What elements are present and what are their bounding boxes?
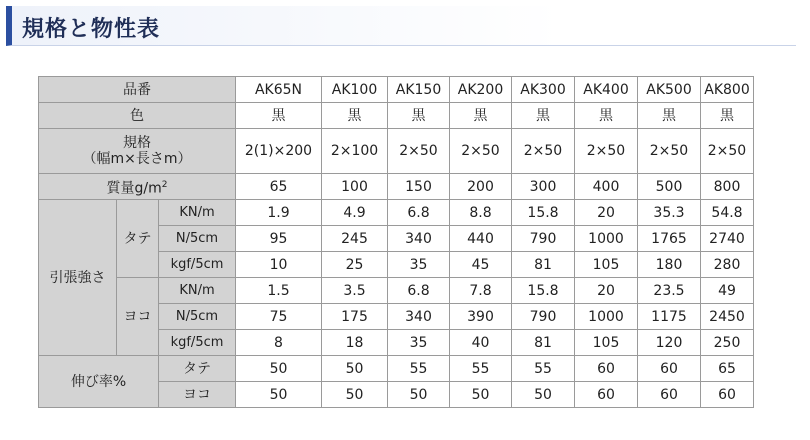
page-title: 規格と物性表 [22,17,161,42]
table-cell: 1765 [638,226,701,252]
table-cell: 23.5 [638,278,701,304]
table-cell: 黒 [638,103,701,129]
table-cell: 60 [701,382,754,408]
table-cell: 15.8 [512,278,575,304]
table-cell: 2×50 [575,129,638,174]
table-cell: 6.8 [388,200,450,226]
table-cell: 2(1)×200 [236,129,322,174]
table-cell: 2×50 [512,129,575,174]
product-name: AK200 [450,77,512,103]
table-cell: 8 [236,330,322,356]
mass-label: 質量g/m [106,180,162,197]
table-cell: 1175 [638,304,701,330]
table-cell: 35.3 [638,200,701,226]
table-cell: 黒 [512,103,575,129]
table-cell: 35 [388,330,450,356]
table-cell: 400 [575,174,638,200]
color-label: 色 [39,103,236,129]
table-cell: 7.8 [450,278,512,304]
elongation-label: 伸び率% [39,356,159,408]
table-cell: 245 [322,226,388,252]
table-cell: 100 [322,174,388,200]
table-cell: 790 [512,304,575,330]
table-cell: 340 [388,304,450,330]
table-cell: 2×100 [322,129,388,174]
header-row [39,77,754,103]
table-cell: 180 [638,252,701,278]
unit-label: kgf/5cm [159,252,236,278]
product-name: AK150 [388,77,450,103]
table-cell: 45 [450,252,512,278]
table-cell: 54.8 [701,200,754,226]
spec-row [39,129,754,174]
table-cell: 15.8 [512,200,575,226]
table-cell: 40 [450,330,512,356]
table-cell: 黒 [575,103,638,129]
table-cell: 20 [575,200,638,226]
table-cell: 500 [638,174,701,200]
table-cell: 黒 [236,103,322,129]
tensile-tate-label: タテ [117,200,159,278]
table-cell: 3.5 [322,278,388,304]
table-cell: 60 [638,356,701,382]
table-cell: 1000 [575,226,638,252]
unit-label: N/5cm [159,304,236,330]
table-cell: 790 [512,226,575,252]
table-cell: 60 [638,382,701,408]
table-cell: 300 [512,174,575,200]
table-cell: 2×50 [388,129,450,174]
table-cell: 60 [575,382,638,408]
mass-row [39,174,754,200]
table-cell: 81 [512,252,575,278]
table-cell: 49 [701,278,754,304]
product-name: AK100 [322,77,388,103]
product-name: AK800 [701,77,754,103]
tensile-yoko-label: ヨコ [117,278,159,356]
table-cell: 2×50 [450,129,512,174]
table-cell: 50 [388,382,450,408]
table-cell: 120 [638,330,701,356]
unit-label: kgf/5cm [159,330,236,356]
table-cell: 4.9 [322,200,388,226]
table-cell: 55 [512,356,575,382]
table-cell: 50 [322,356,388,382]
table-cell: 50 [450,382,512,408]
table-cell: 18 [322,330,388,356]
table-cell: 340 [388,226,450,252]
table-cell: 6.8 [388,278,450,304]
table-cell: 65 [701,356,754,382]
table-cell: 2×50 [701,129,754,174]
table-cell: 50 [236,356,322,382]
table-cell: 黒 [322,103,388,129]
table-cell: 150 [388,174,450,200]
table-cell: 2450 [701,304,754,330]
tensile-yoko-knm-row [39,278,754,304]
unit-label: KN/m [159,278,236,304]
table-cell: 1000 [575,304,638,330]
spec-sublabel: （幅m×長さm） [82,151,192,167]
table-cell: 黒 [701,103,754,129]
section-heading [6,6,796,46]
product-name: AK300 [512,77,575,103]
table-cell: 105 [575,330,638,356]
spec-label: 規格 [123,135,151,151]
table-cell: 25 [322,252,388,278]
tensile-tate-knm-row [39,200,754,226]
table-cell: 50 [236,382,322,408]
table-cell: 280 [701,252,754,278]
table-cell: 81 [512,330,575,356]
table-cell: 105 [575,252,638,278]
table-cell: 440 [450,226,512,252]
table-cell: 800 [701,174,754,200]
mass-exponent: 2 [161,179,168,190]
unit-label: N/5cm [159,226,236,252]
product-number-label: 品番 [39,77,236,103]
table-cell: 55 [388,356,450,382]
table-cell: 75 [236,304,322,330]
product-name: AK65N [236,77,322,103]
table-cell: 50 [322,382,388,408]
elongation-yoko-label: ヨコ [159,382,236,408]
product-name: AK500 [638,77,701,103]
elongation-tate-label: タテ [159,356,236,382]
table-cell: 20 [575,278,638,304]
product-name: AK400 [575,77,638,103]
table-cell: 175 [322,304,388,330]
table-cell: 1.9 [236,200,322,226]
spec-label-cell [39,129,236,174]
elongation-tate-row [39,356,754,382]
table-cell: 35 [388,252,450,278]
table-cell: 2740 [701,226,754,252]
table-cell: 2×50 [638,129,701,174]
table-cell: 55 [450,356,512,382]
table-cell: 65 [236,174,322,200]
table-cell: 黒 [388,103,450,129]
table-cell: 8.8 [450,200,512,226]
table-cell: 390 [450,304,512,330]
color-row [39,103,754,129]
table-cell: 95 [236,226,322,252]
unit-label: KN/m [159,200,236,226]
table-cell: 黒 [450,103,512,129]
table-cell: 250 [701,330,754,356]
table-cell: 1.5 [236,278,322,304]
table-cell: 10 [236,252,322,278]
table-cell: 50 [512,382,575,408]
mass-label-cell [39,174,236,200]
table-cell: 200 [450,174,512,200]
tensile-label: 引張強さ [39,200,117,356]
table-cell: 60 [575,356,638,382]
spec-table [38,76,754,408]
